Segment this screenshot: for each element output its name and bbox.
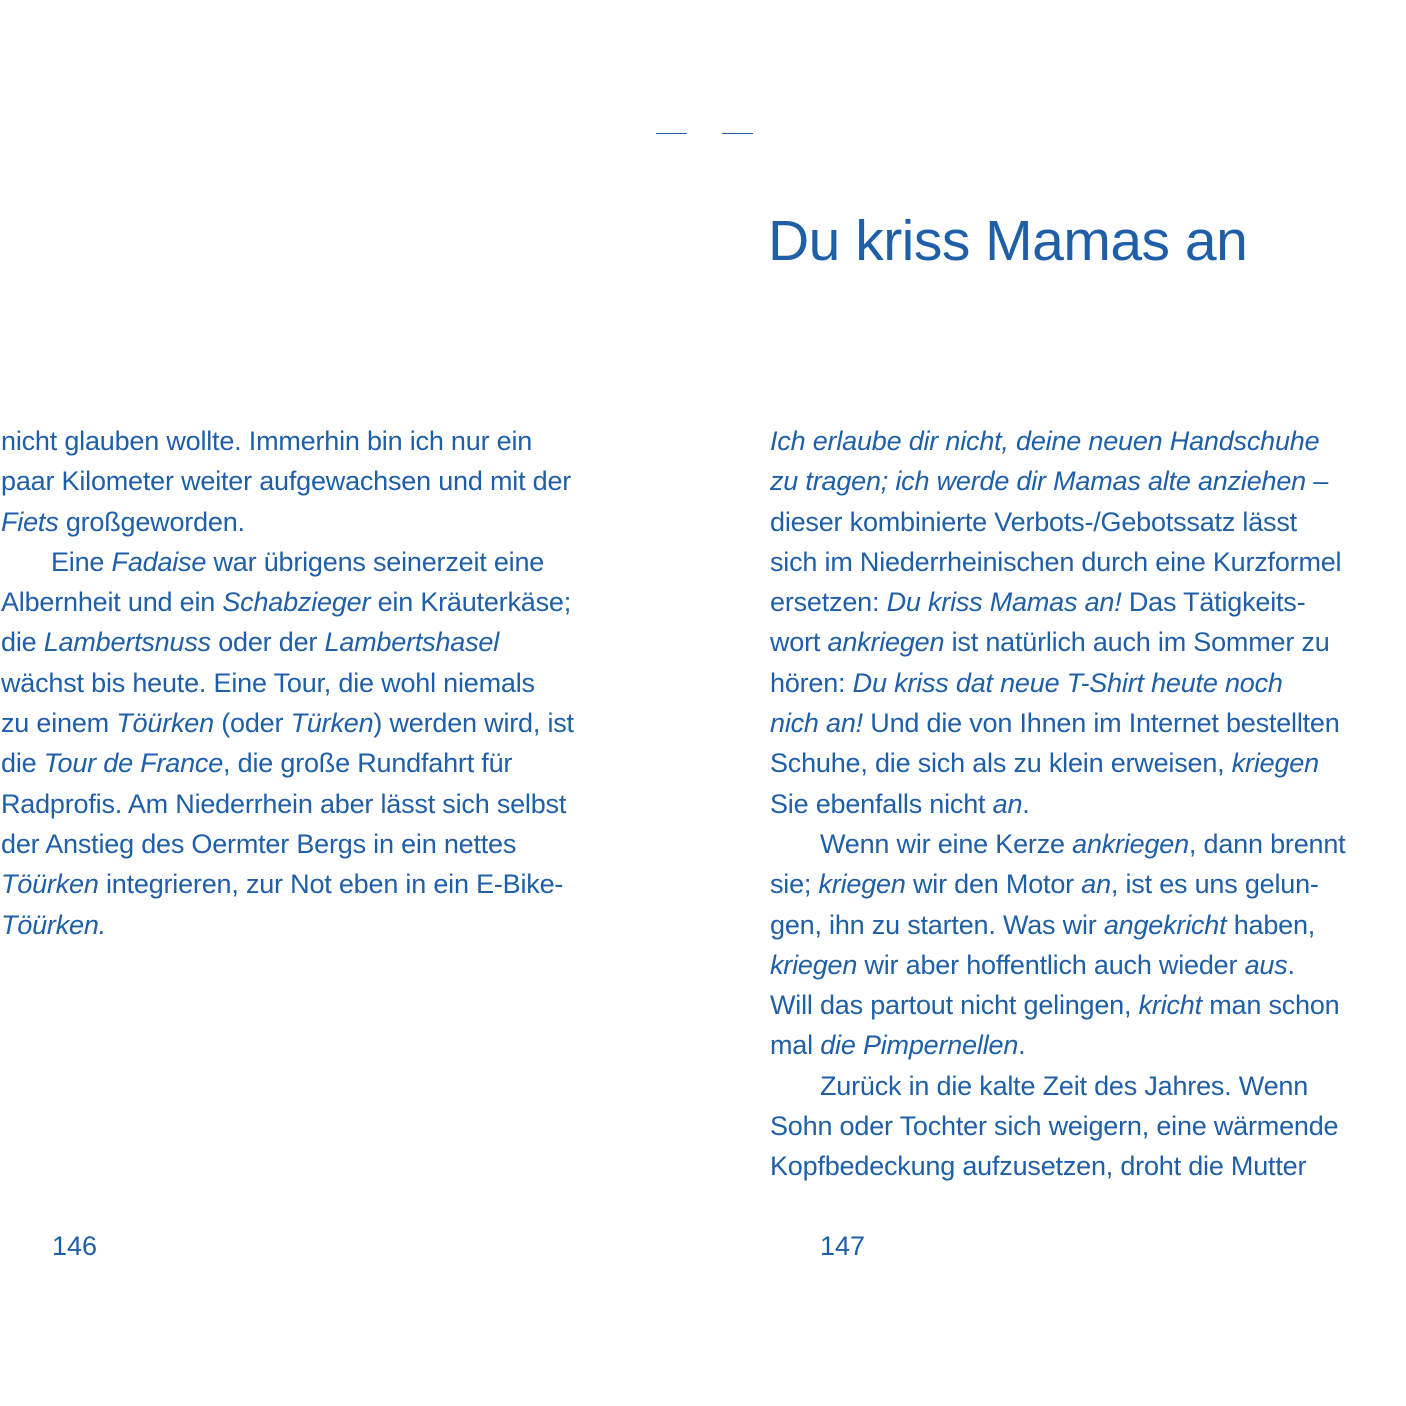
text-segment: wächst bis heute. Eine Tour, die wohl niemals [1,667,535,698]
text-line [1,582,651,622]
italic-text: Töürken [1,869,99,900]
italic-text: ankriegen [827,627,945,658]
text-segment: dieser kombinierte Verbots-/Gebotssatz lässt [770,506,1297,537]
italic-text: Töürken. [1,909,106,940]
text-line [770,784,1406,824]
italic-text: Töürken [116,708,214,739]
text-line [770,864,1406,904]
text-line [1,905,651,945]
text-line [1,421,651,461]
italic-text: Schabzieger [222,587,371,618]
text-line [770,1146,1406,1186]
italic-text: angekricht [1103,909,1227,940]
text-segment: Sie ebenfalls nicht [770,788,993,819]
italic-text: nich an! [770,708,863,739]
text-line [770,824,1406,864]
text-segment: wir aber hoffentlich auch wieder [857,949,1245,980]
text-line [770,502,1406,542]
italic-text: die Pimpernellen [820,1030,1019,1061]
text-line [770,1106,1406,1146]
text-segment: hören: [770,667,853,698]
text-segment: mal [770,1030,821,1061]
left-page-body [1,421,651,945]
italic-text: kriegen [770,949,858,980]
text-segment: großgeworden. [58,506,245,537]
text-segment: Kopfbedeckung aufzusetzen, droht die Mutter [770,1151,1307,1182]
text-line [1,622,651,662]
text-segment: Wenn wir eine Kerze [820,828,1073,859]
italic-text: Lambertshasel [324,627,499,658]
text-segment: der Anstieg des Oermter Bergs in ein nettes [1,828,517,859]
text-segment: , dann brennt [1188,828,1346,859]
text-segment: paar Kilometer weiter aufgewachsen und mit der [1,466,572,497]
italic-text: Du kriss dat neue T-Shirt heute noch [852,667,1283,698]
text-segment: Und die von Ihnen im Internet bestellten [862,708,1340,739]
italic-text: Fiets [1,506,59,537]
text-segment: , die große Rundfahrt für [223,748,513,779]
text-line [1,703,651,743]
text-segment: , ist es uns gelun- [1110,869,1319,900]
text-line [1,743,651,783]
header-dash-right [722,133,753,134]
text-segment: gen, ihn zu starten. Was wir [770,909,1104,940]
text-line [1,502,651,542]
page-number-left: 146 [52,1231,98,1261]
text-line [1,461,651,501]
text-segment: (oder [213,708,291,739]
text-segment: Eine [51,546,112,577]
text-segment: sich im Niederrheinischen durch eine Kurzformel [770,546,1342,577]
text-segment: wort [770,627,828,658]
text-segment: Das Tätigkeits- [1121,587,1306,618]
chapter-title: Du kriss Mamas an [768,209,1248,273]
text-segment: man schon [1201,990,1340,1021]
italic-text: an [992,788,1023,819]
italic-text: Du kriss Mamas an! [886,587,1122,618]
text-segment: sie; [770,869,819,900]
text-line [770,703,1406,743]
text-segment: Schuhe, die sich als zu klein erweisen, [770,748,1232,779]
italic-text: zu tragen; ich werde dir Mamas alte anziehen [770,466,1306,497]
text-segment: . [1287,949,1295,980]
text-segment: die [1,748,44,779]
text-segment: wir den Motor [905,869,1082,900]
italic-text: Tour de France [43,748,224,779]
text-segment: ein Kräuterkäse; [370,587,571,618]
text-segment: haben, [1226,909,1316,940]
text-line [770,461,1406,501]
right-page-body [770,421,1406,1187]
header-dash-left [656,133,687,134]
italic-text: Türken [290,708,374,739]
text-segment: zu einem [1,708,117,739]
text-segment: ist natürlich auch im Sommer zu [944,627,1330,658]
text-line [1,824,651,864]
italic-text: Lambertsnuss [43,627,211,658]
text-segment: . [1022,788,1030,819]
text-line [1,542,651,582]
text-segment: oder der [210,627,325,658]
text-line [770,1066,1406,1106]
text-segment: ersetzen: [770,587,887,618]
text-line [770,622,1406,662]
text-segment: Albernheit und ein [1,587,223,618]
italic-text: ankriegen [1072,828,1189,859]
text-segment: nicht glauben wollte. Immerhin bin ich nur ein [1,426,533,456]
text-segment: Zurück in die kalte Zeit des Jahres. Wenn [820,1070,1309,1101]
italic-text: aus [1244,949,1288,980]
text-segment: integrieren, zur Not eben in ein E-Bike- [98,869,564,900]
page-number-right: 147 [820,1231,866,1261]
text-line [770,542,1406,582]
text-segment: war übrigens seinerzeit eine [206,546,545,577]
text-line [1,864,651,904]
italic-text: Ich erlaube dir nicht, deine neuen Handschuhe [770,426,1320,456]
text-line [1,784,651,824]
italic-text: kriegen [1231,748,1319,779]
italic-text: kriegen [818,869,906,900]
text-line [1,663,651,703]
text-segment: Radprofis. Am Niederrhein aber lässt sich selbst [1,788,567,819]
text-line [770,945,1406,985]
italic-text: an [1081,869,1111,900]
text-line [770,1025,1406,1065]
italic-text: Fadaise [111,546,207,577]
text-segment: – [1306,466,1329,497]
text-line [770,663,1406,703]
text-segment: . [1018,1030,1026,1061]
text-line [770,743,1406,783]
text-line [770,905,1406,945]
text-segment: Will das partout nicht gelingen, [770,990,1139,1021]
text-line [770,985,1406,1025]
text-line [770,582,1406,622]
text-segment: Sohn oder Tochter sich weigern, eine wärmende [770,1111,1339,1142]
text-segment: die [1,627,44,658]
text-line [770,421,1406,461]
text-segment: ) werden wird, ist [373,708,574,739]
italic-text: kricht [1138,990,1202,1021]
